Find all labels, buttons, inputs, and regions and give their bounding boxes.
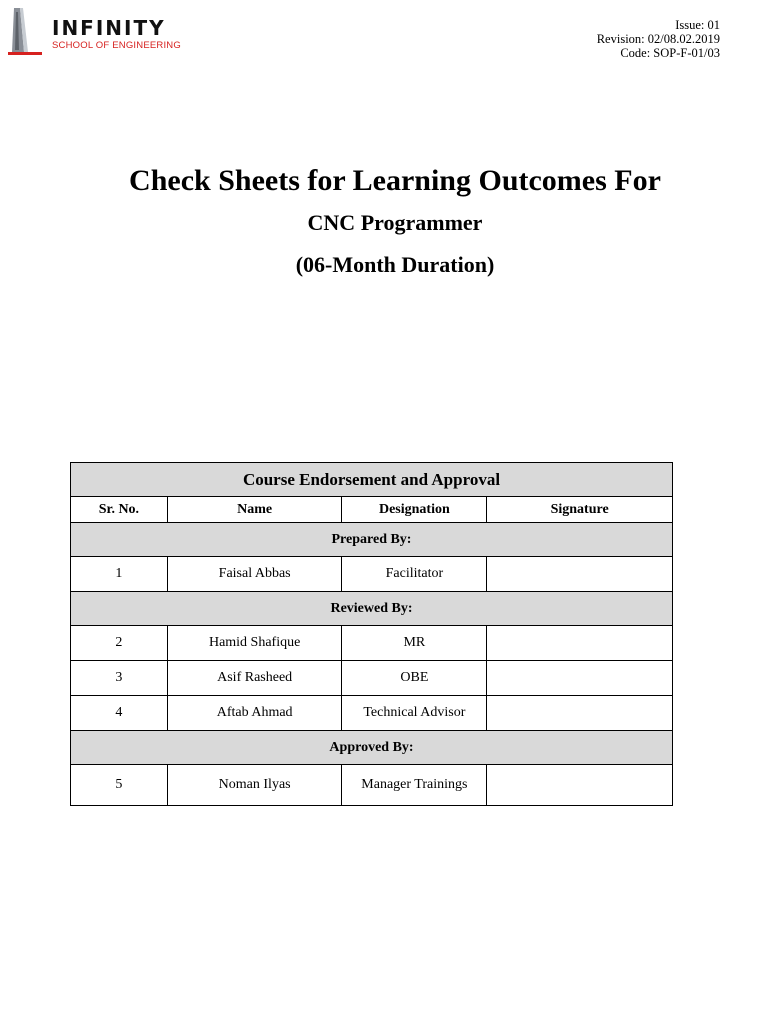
group-row-reviewed-by [71,592,673,626]
group-label: Approved By: [71,731,673,765]
course-duration: (06-Month Duration) [295,252,495,277]
sr-no-cell: 3 [71,661,168,696]
issue-number: Issue: 01 [675,18,720,32]
signature-cell [487,765,673,806]
table-row [71,696,673,731]
designation-cell: Technical Advisor [342,696,487,731]
logo-subtitle: SCHOOL OF ENGINEERING [52,40,181,51]
document-code: Code: SOP-F-01/03 [620,46,720,60]
document-control-info [597,18,720,60]
group-row-prepared-by [71,523,673,557]
name-cell: Asif Rasheed [167,661,342,696]
column-header-sr-no: Sr. No. [71,497,168,523]
logo-title: INFINITY [52,16,166,40]
designation-cell: Facilitator [342,557,487,592]
approval-table-header-row [71,497,673,523]
designation-cell: OBE [342,661,487,696]
column-header-signature: Signature [487,497,673,523]
signature-cell [487,661,673,696]
sr-no-cell: 5 [71,765,168,806]
tower-logo-icon [6,6,50,58]
table-row [71,626,673,661]
signature-cell [487,626,673,661]
designation-cell: MR [342,626,487,661]
approval-table-caption: Course Endorsement and Approval [71,463,673,497]
name-cell: Faisal Abbas [167,557,342,592]
designation-cell: Manager Trainings [342,765,487,806]
approval-table-caption-row [71,463,673,497]
document-title: Check Sheets for Learning Outcomes For [129,164,661,197]
approval-table [70,462,673,806]
column-header-name: Name [167,497,342,523]
school-logo [6,6,181,58]
signature-cell [487,696,673,731]
table-row [71,765,673,806]
name-cell: Noman Ilyas [167,765,342,806]
sr-no-cell: 4 [71,696,168,731]
signature-cell [487,557,673,592]
sr-no-cell: 2 [71,626,168,661]
group-label: Prepared By: [71,523,673,557]
table-row [71,557,673,592]
group-row-approved-by [71,731,673,765]
table-row [71,661,673,696]
document-title-block [0,160,768,286]
column-header-designation: Designation [342,497,487,523]
sr-no-cell: 1 [71,557,168,592]
group-label: Reviewed By: [71,592,673,626]
course-name: CNC Programmer [307,210,483,235]
name-cell: Hamid Shafique [167,626,342,661]
name-cell: Aftab Ahmad [167,696,342,731]
revision-number: Revision: 02/08.02.2019 [596,32,720,46]
